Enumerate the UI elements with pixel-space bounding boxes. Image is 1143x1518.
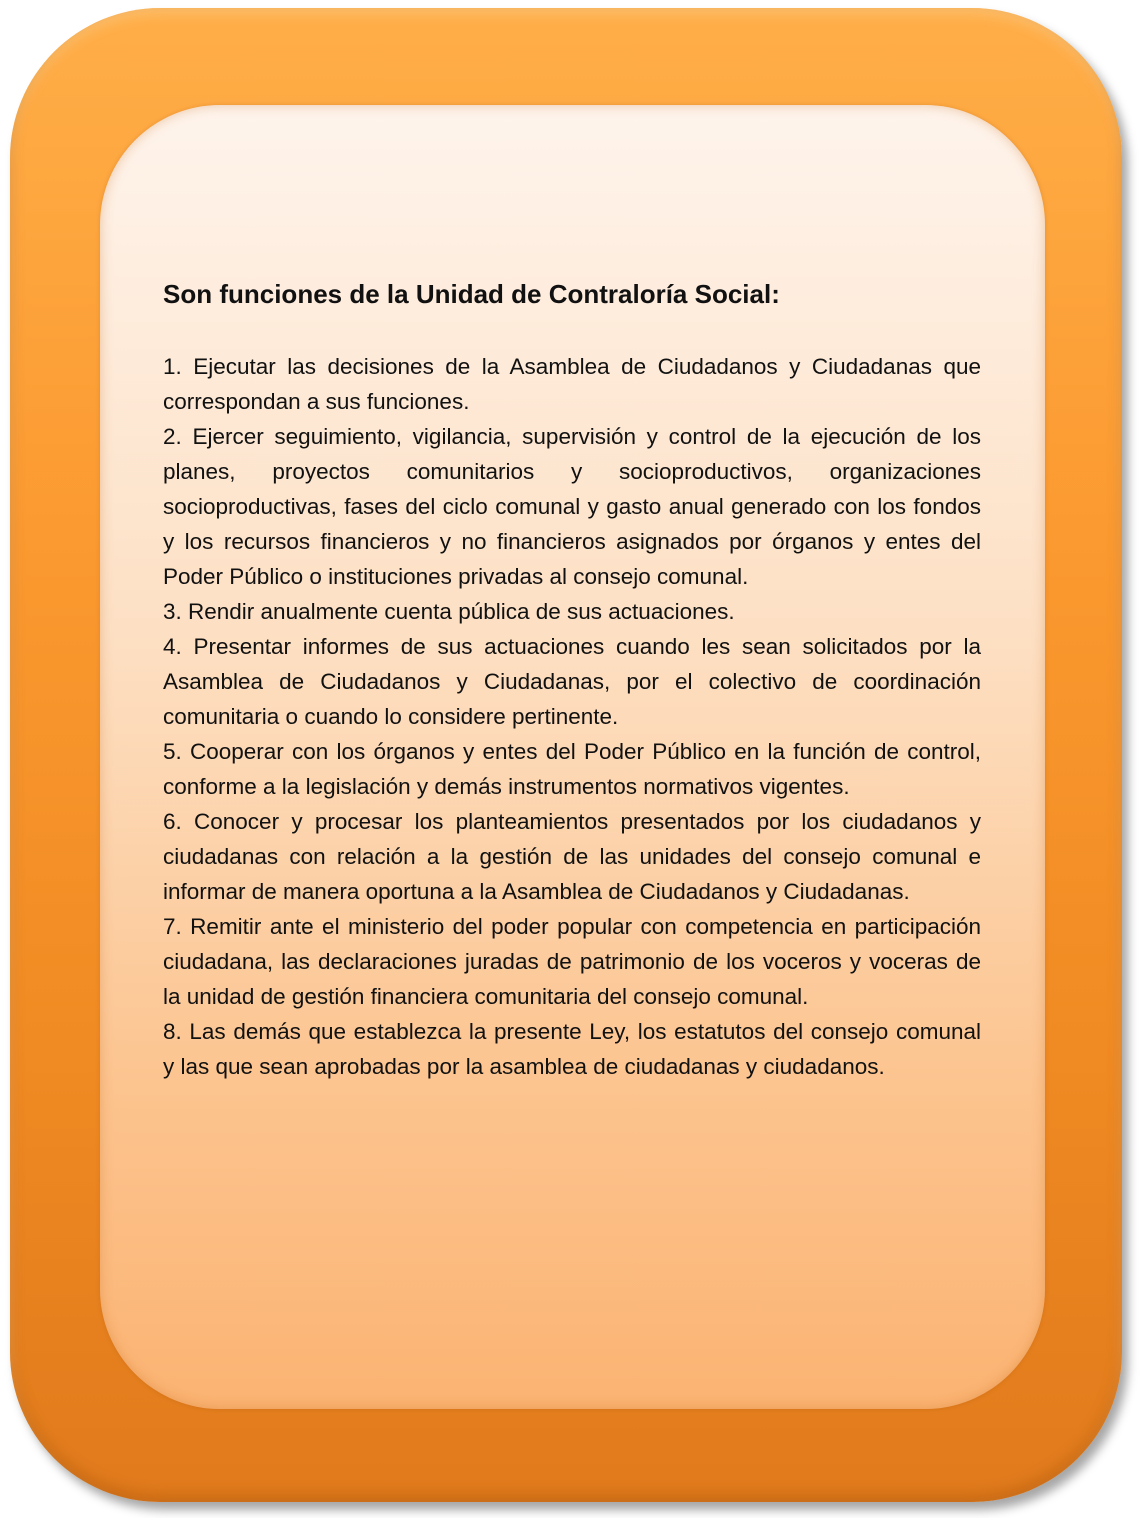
list-item: 6. Conocer y procesar los planteamientos presentados por los ciudadanos y ciudadanas con relación a la gestión de las unidades del consejo comunal e informar de manera oportuna a la Asamblea de Ciudadanos y Ciudadanas. [163,809,981,904]
list-item: 4. Presentar informes de sus actuaciones cuando les sean solicitados por la Asamblea de Ciudadanos y Ciudadanas, por el colectivo de coordinación comunitaria o cuando lo considere pertinente. [163,634,981,729]
list-item: 2. Ejercer seguimiento, vigilancia, supervisión y control de la ejecución de los planes, proyectos comunitarios y socioproductivos, organizaciones socioproductivas, fases del ciclo comunal y gasto anual generado con los fondos y los recursos financieros y no financieros asignados por órganos y entes del Poder Público o instituciones privadas al consejo comunal. [163,424,981,589]
list-item: 5. Cooperar con los órganos y entes del Poder Público en la función de control, conforme a la legislación y demás instrumentos normativos vigentes. [163,739,981,799]
list-item: 1. Ejecutar las decisiones de la Asamblea de Ciudadanos y Ciudadanas que correspondan a sus funciones. [163,354,981,414]
document-title: Son funciones de la Unidad de Contraloría Social: [163,279,780,309]
list-item: 8. Las demás que establezca la presente Ley, los estatutos del consejo comunal y las que sean aprobadas por la asamblea de ciudadanas y ciudadanos. [163,1019,981,1079]
list-item: 7. Remitir ante el ministerio del poder popular con competencia en participación ciudadana, las declaraciones juradas de patrimonio de los voceros y voceras de la unidad de gestión financiera comunitaria del consejo comunal. [163,914,981,1009]
content-block [163,278,981,1084]
list-item: 3. Rendir anualmente cuenta pública de sus actuaciones. [163,599,735,624]
